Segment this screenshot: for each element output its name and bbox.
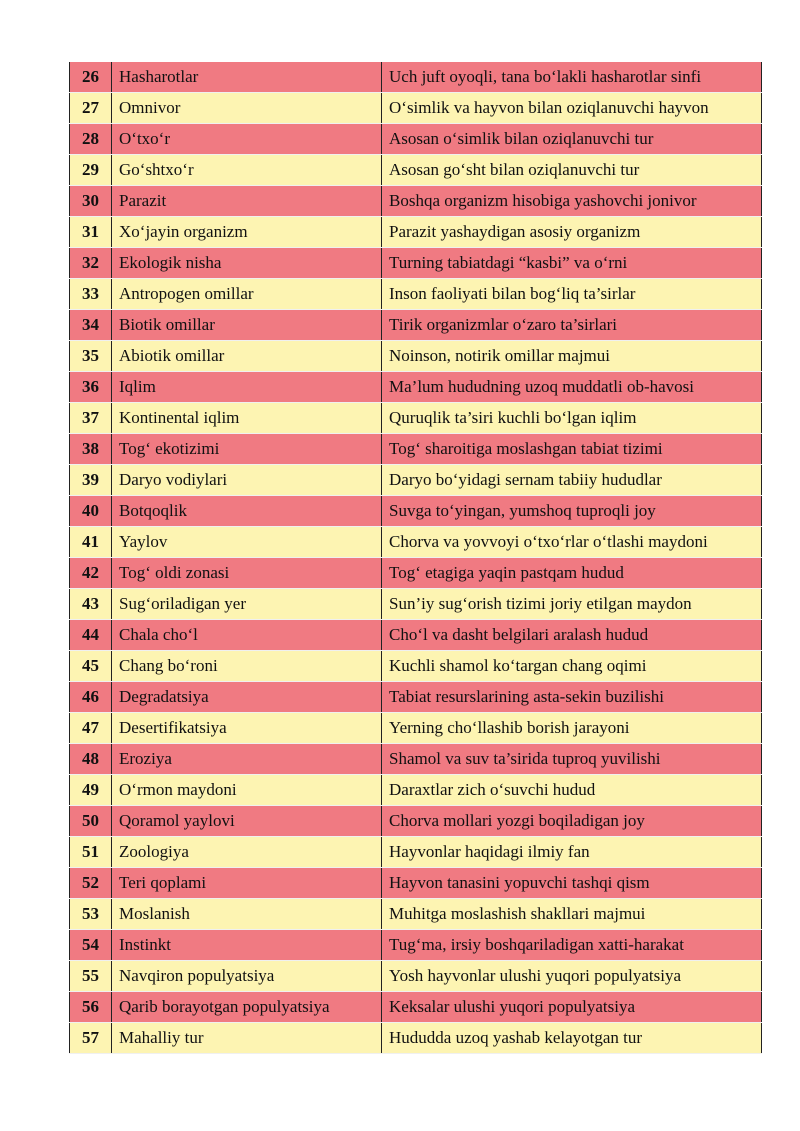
table-row: [70, 775, 762, 806]
definition-cell: Tog‘ sharoitiga moslashgan tabiat tizimi: [382, 434, 762, 465]
term-cell: Chang bo‘roni: [112, 651, 382, 682]
table-row: [70, 465, 762, 496]
row-number: 29: [70, 155, 112, 186]
definition-cell: Shamol va suv ta’sirida tuproq yuvilishi: [382, 744, 762, 775]
table-row: [70, 93, 762, 124]
table-row: [70, 651, 762, 682]
row-number: 31: [70, 217, 112, 248]
row-number: 54: [70, 930, 112, 961]
row-number: 38: [70, 434, 112, 465]
definition-cell: Sun’iy sug‘orish tizimi joriy etilgan maydon: [382, 589, 762, 620]
term-cell: Mahalliy tur: [112, 1023, 382, 1054]
term-cell: Eroziya: [112, 744, 382, 775]
table-row: [70, 124, 762, 155]
row-number: 30: [70, 186, 112, 217]
term-cell: Chala cho‘l: [112, 620, 382, 651]
term-cell: Zoologiya: [112, 837, 382, 868]
row-number: 48: [70, 744, 112, 775]
definition-cell: Asosan go‘sht bilan oziqlanuvchi tur: [382, 155, 762, 186]
term-cell: Botqoqlik: [112, 496, 382, 527]
definition-cell: Quruqlik ta’siri kuchli bo‘lgan iqlim: [382, 403, 762, 434]
row-number: 45: [70, 651, 112, 682]
definition-cell: Turning tabiatdagi “kasbi” va o‘rni: [382, 248, 762, 279]
term-cell: Qarib borayotgan populyatsiya: [112, 992, 382, 1023]
row-number: 37: [70, 403, 112, 434]
definition-cell: Daraxtlar zich o‘suvchi hudud: [382, 775, 762, 806]
term-cell: Tog‘ oldi zonasi: [112, 558, 382, 589]
term-cell: Moslanish: [112, 899, 382, 930]
table-row: [70, 899, 762, 930]
table-row: [70, 744, 762, 775]
table-row: [70, 186, 762, 217]
row-number: 46: [70, 682, 112, 713]
definition-cell: Chorva mollari yozgi boqiladigan joy: [382, 806, 762, 837]
table-row: [70, 527, 762, 558]
row-number: 55: [70, 961, 112, 992]
definition-cell: Parazit yashaydigan asosiy organizm: [382, 217, 762, 248]
table-row: [70, 930, 762, 961]
row-number: 26: [70, 62, 112, 93]
table-row: [70, 620, 762, 651]
term-cell: Navqiron populyatsiya: [112, 961, 382, 992]
term-cell: Sug‘oriladigan yer: [112, 589, 382, 620]
definition-cell: Tog‘ etagiga yaqin pastqam hudud: [382, 558, 762, 589]
term-cell: Teri qoplami: [112, 868, 382, 899]
row-number: 49: [70, 775, 112, 806]
term-cell: Iqlim: [112, 372, 382, 403]
glossary-table-body: [70, 62, 762, 1054]
row-number: 36: [70, 372, 112, 403]
term-cell: Biotik omillar: [112, 310, 382, 341]
term-cell: Abiotik omillar: [112, 341, 382, 372]
row-number: 41: [70, 527, 112, 558]
definition-cell: Noinson, notirik omillar majmui: [382, 341, 762, 372]
row-number: 47: [70, 713, 112, 744]
table-row: [70, 310, 762, 341]
term-cell: Degradatsiya: [112, 682, 382, 713]
term-cell: O‘rmon maydoni: [112, 775, 382, 806]
table-row: [70, 868, 762, 899]
definition-cell: Boshqa organizm hisobiga yashovchi jonivor: [382, 186, 762, 217]
table-row: [70, 279, 762, 310]
definition-cell: Hududda uzoq yashab kelayotgan tur: [382, 1023, 762, 1054]
table-row: [70, 589, 762, 620]
row-number: 50: [70, 806, 112, 837]
table-row: [70, 62, 762, 93]
table-row: [70, 217, 762, 248]
table-row: [70, 372, 762, 403]
row-number: 39: [70, 465, 112, 496]
row-number: 44: [70, 620, 112, 651]
definition-cell: Keksalar ulushi yuqori populyatsiya: [382, 992, 762, 1023]
definition-cell: Tabiat resurslarining asta-sekin buzilishi: [382, 682, 762, 713]
definition-cell: Uch juft oyoqli, tana bo‘lakli hasharotlar sinfi: [382, 62, 762, 93]
definition-cell: Cho‘l va dasht belgilari aralash hudud: [382, 620, 762, 651]
definition-cell: Hayvonlar haqidagi ilmiy fan: [382, 837, 762, 868]
term-cell: Parazit: [112, 186, 382, 217]
definition-cell: Tug‘ma, irsiy boshqariladigan xatti-harakat: [382, 930, 762, 961]
row-number: 56: [70, 992, 112, 1023]
definition-cell: Tirik organizmlar o‘zaro ta’sirlari: [382, 310, 762, 341]
row-number: 43: [70, 589, 112, 620]
row-number: 52: [70, 868, 112, 899]
definition-cell: Inson faoliyati bilan bog‘liq ta’sirlar: [382, 279, 762, 310]
definition-cell: Daryo bo‘yidagi sernam tabiiy hududlar: [382, 465, 762, 496]
table-row: [70, 961, 762, 992]
row-number: 32: [70, 248, 112, 279]
table-row: [70, 248, 762, 279]
table-row: [70, 341, 762, 372]
table-row: [70, 713, 762, 744]
term-cell: Desertifikatsiya: [112, 713, 382, 744]
term-cell: Daryo vodiylari: [112, 465, 382, 496]
row-number: 57: [70, 1023, 112, 1054]
term-cell: Xo‘jayin organizm: [112, 217, 382, 248]
table-row: [70, 155, 762, 186]
row-number: 51: [70, 837, 112, 868]
definition-cell: Kuchli shamol ko‘targan chang oqimi: [382, 651, 762, 682]
term-cell: Kontinental iqlim: [112, 403, 382, 434]
definition-cell: Chorva va yovvoyi o‘txo‘rlar o‘tlashi maydoni: [382, 527, 762, 558]
table-row: [70, 682, 762, 713]
row-number: 28: [70, 124, 112, 155]
row-number: 53: [70, 899, 112, 930]
term-cell: Instinkt: [112, 930, 382, 961]
table-row: [70, 434, 762, 465]
row-number: 42: [70, 558, 112, 589]
definition-cell: Yerning cho‘llashib borish jarayoni: [382, 713, 762, 744]
term-cell: Omnivor: [112, 93, 382, 124]
table-row: [70, 1023, 762, 1054]
definition-cell: Muhitga moslashish shakllari majmui: [382, 899, 762, 930]
table-row: [70, 806, 762, 837]
definition-cell: Ma’lum hududning uzoq muddatli ob-havosi: [382, 372, 762, 403]
table-row: [70, 558, 762, 589]
glossary-table: [69, 62, 762, 1054]
row-number: 33: [70, 279, 112, 310]
definition-cell: O‘simlik va hayvon bilan oziqlanuvchi hayvon: [382, 93, 762, 124]
term-cell: Yaylov: [112, 527, 382, 558]
definition-cell: Hayvon tanasini yopuvchi tashqi qism: [382, 868, 762, 899]
table-row: [70, 992, 762, 1023]
term-cell: Antropogen omillar: [112, 279, 382, 310]
definition-cell: Yosh hayvonlar ulushi yuqori populyatsiya: [382, 961, 762, 992]
term-cell: O‘txo‘r: [112, 124, 382, 155]
table-row: [70, 837, 762, 868]
term-cell: Hasharotlar: [112, 62, 382, 93]
definition-cell: Asosan o‘simlik bilan oziqlanuvchi tur: [382, 124, 762, 155]
term-cell: Tog‘ ekotizimi: [112, 434, 382, 465]
term-cell: Qoramol yaylovi: [112, 806, 382, 837]
term-cell: Ekologik nisha: [112, 248, 382, 279]
table-row: [70, 496, 762, 527]
row-number: 34: [70, 310, 112, 341]
row-number: 35: [70, 341, 112, 372]
row-number: 27: [70, 93, 112, 124]
row-number: 40: [70, 496, 112, 527]
table-row: [70, 403, 762, 434]
term-cell: Go‘shtxo‘r: [112, 155, 382, 186]
definition-cell: Suvga to‘yingan, yumshoq tuproqli joy: [382, 496, 762, 527]
